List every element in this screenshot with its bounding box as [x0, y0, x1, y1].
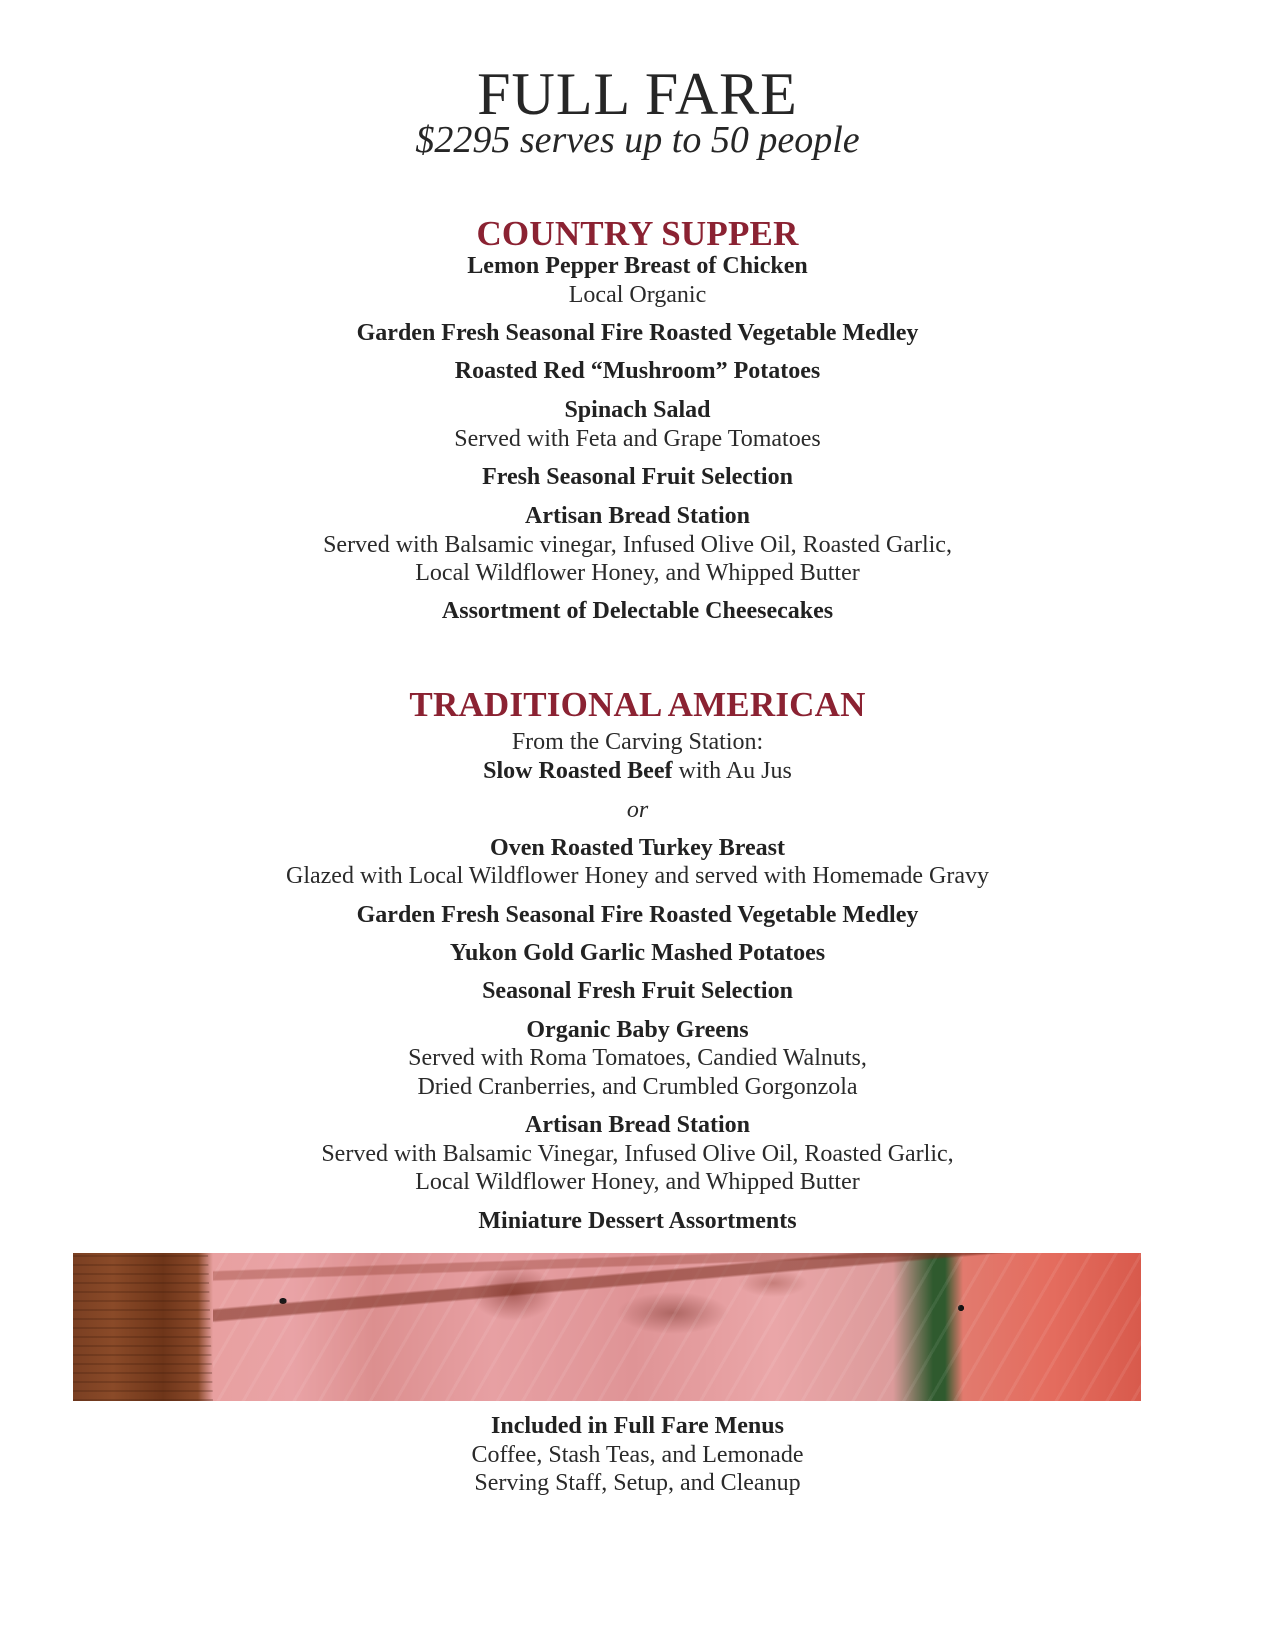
menu-item-name: Yukon Gold Garlic Mashed Potatoes: [449, 940, 826, 966]
menu-item-name: Slow Roasted Beef: [483, 758, 673, 784]
menu-item-description: Glazed with Local Wildflower Honey and served with Homemade Gravy: [285, 863, 990, 889]
menu-item-name: Roasted Red “Mushroom” Potatoes: [454, 358, 821, 384]
menu-item-description: Dried Cranberries, and Crumbled Gorgonzola: [417, 1074, 858, 1100]
menu-item-description: Served with Roma Tomatoes, Candied Walnuts,: [408, 1045, 867, 1071]
menu-item-description: Served with Feta and Grape Tomatoes: [454, 426, 821, 452]
menu-item-description: with Au Jus: [672, 758, 792, 784]
roast-beef-photo: [73, 1253, 1141, 1401]
page-title: FULL FARE: [477, 61, 798, 127]
menu-item-name: Assortment of Delectable Cheesecakes: [441, 598, 834, 624]
menu-item-name: Miniature Dessert Assortments: [478, 1208, 797, 1234]
menu-item-name: Lemon Pepper Breast of Chicken: [467, 253, 808, 279]
menu-item-name: Spinach Salad: [564, 397, 711, 423]
carving-station-intro: From the Carving Station:: [511, 729, 764, 755]
menu-item-description: Local Organic: [568, 282, 707, 308]
or-separator: or: [626, 797, 649, 823]
menu-item-description: Served with Balsamic vinegar, Infused Olive Oil, Roasted Garlic,: [323, 532, 952, 558]
menu-item-name: Seasonal Fresh Fruit Selection: [482, 978, 793, 1004]
included-line: Serving Staff, Setup, and Cleanup: [474, 1470, 801, 1496]
menu-item-name: Artisan Bread Station: [525, 1112, 750, 1138]
price-subtitle: $2295 serves up to 50 people: [415, 119, 860, 161]
menu-item-name: Garden Fresh Seasonal Fire Roasted Vegetable Medley: [356, 320, 919, 346]
included-line: Coffee, Stash Teas, and Lemonade: [471, 1442, 804, 1468]
menu-item-name: Garden Fresh Seasonal Fire Roasted Vegetable Medley: [356, 902, 919, 928]
menu-item-name: Oven Roasted Turkey Breast: [490, 835, 785, 861]
section-heading-traditional-american: TRADITIONAL AMERICAN: [409, 685, 866, 724]
menu-item-description: Local Wildflower Honey, and Whipped Butter: [415, 560, 860, 586]
menu-item-name: Fresh Seasonal Fruit Selection: [482, 464, 793, 490]
menu-item-name: Organic Baby Greens: [526, 1017, 749, 1043]
carving-option-beef: [0, 757, 1275, 786]
included-heading: Included in Full Fare Menus: [491, 1413, 784, 1439]
menu-item-description: Local Wildflower Honey, and Whipped Butter: [415, 1169, 860, 1195]
section-heading-country-supper: COUNTRY SUPPER: [476, 214, 799, 253]
menu-item-description: Served with Balsamic Vinegar, Infused Olive Oil, Roasted Garlic,: [321, 1141, 954, 1167]
menu-item-name: Artisan Bread Station: [525, 503, 750, 529]
